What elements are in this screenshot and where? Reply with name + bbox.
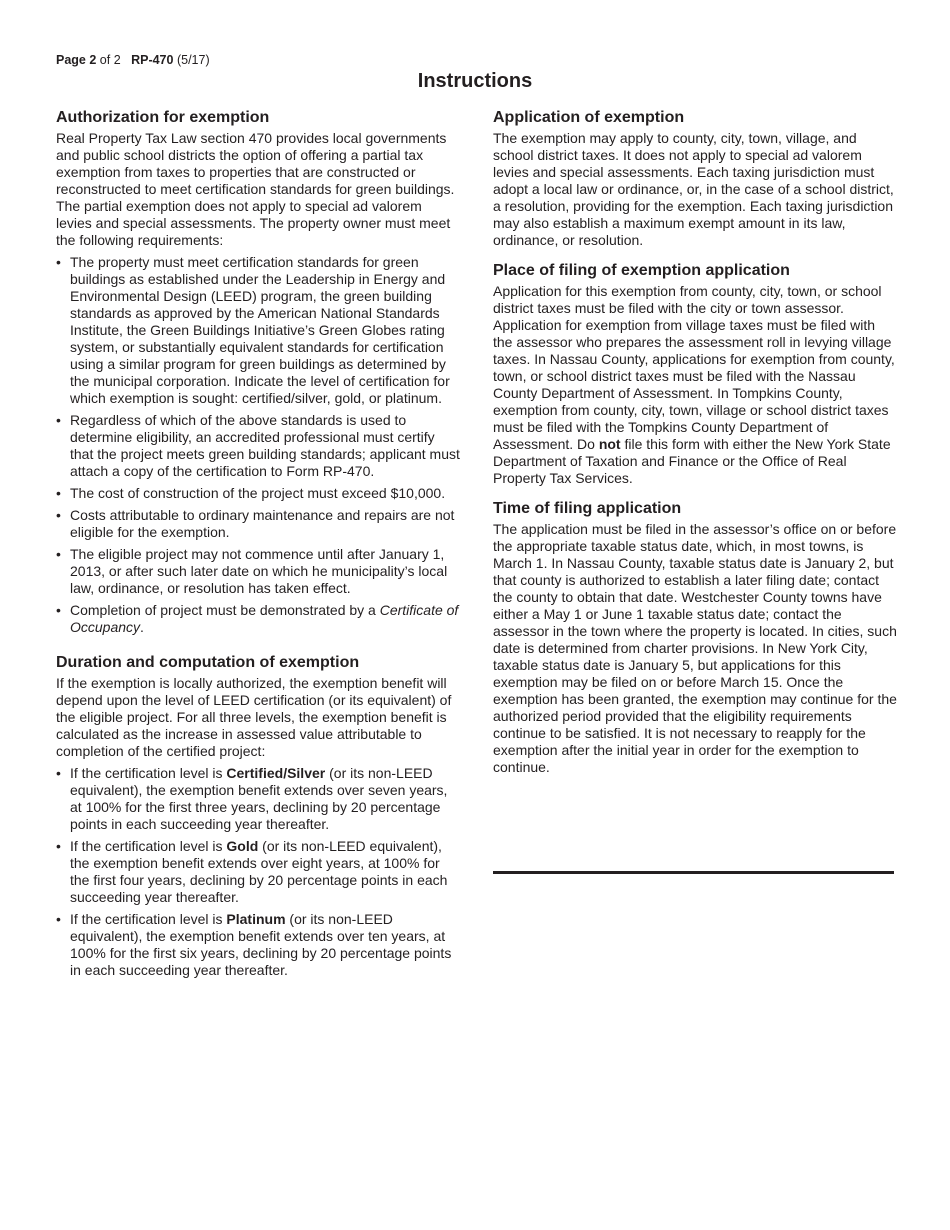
place-of-filing-heading: Place of filing of exemption application [493,262,790,279]
list-item: • If the certification level is Platinum (or its non-LEED equivalent), the exemption benefit extends over ten years, at 100% for the first six years, declining by 20 percentage points in each succeeding year thereafter. [56,911,452,978]
time-of-filing-section [493,499,898,776]
right-column [493,108,898,776]
time-of-filing-heading: Time of filing application [493,500,682,517]
time-of-filing-body: The application must be filed in the assessor’s office on or before the appropriate taxable status date, which, in most towns, is March 1. In Nassau County, taxable status date is January 2, but that county is authorized to establish a later filing date; contact the county to obtain that date. Westchester County towns have either a May 1 or June 1 taxable status date; contact the assessor in the town where the property is located. In cities, such date is determined from charter provisions. In New York City, taxable status date is January 5, but applications for this exemption may be filed on or before March 15. Once the exemption has been granted, the exemption may continue for the authorized period provided that the eligibility requirements continue to be satisfied. It is not necessary to reapply for the exemption after the initial year in order for the exemption to continue. [493,521,897,775]
list-item: • If the certification level is Certified/Silver (or its non-LEED equivalent), the exemption benefit extends over seven years, at 100% for the first three years, declining by 20 percentage points in each succeeding year thereafter. [56,765,448,832]
list-item: • The eligible project may not commence until after January 1, 2013, or after such later date on which he municipality’s local law, ordinance, or resolution has taken effect. [56,546,448,596]
place-of-filing-section [493,261,898,487]
list-item: • Costs attributable to ordinary maintenance and repairs are not eligible for the exemption. [56,507,455,540]
bullet-icon: • [56,911,61,927]
bullet-icon: • [56,546,61,562]
authorization-intro: Real Property Tax Law section 470 provides local governments and public school districts the option of offering a partial tax exemption from taxes to properties that are constructed or reconstructed to meet certification standards for green buildings. The partial exemption does not apply to special ad valorem levies and special assessments. The property owner must meet the following requirements: [56,130,455,248]
authorization-section [56,108,461,636]
bullet-icon: • [56,602,61,618]
bullet-icon: • [56,838,61,854]
application-body: The exemption may apply to county, city, town, village, and school district taxes. It does not apply to special ad valorem levies and special assessments. Each taxing jurisdiction must adopt a local law or ordinance, or, in the case of a school district, a resolution, providing for the exemption. Each taxing jurisdiction may also establish a maximum exempt amount in its law, ordinance, or resolution. [493,130,894,248]
bullet-icon: • [56,412,61,428]
list-item: • If the certification level is Gold (or its non-LEED equivalent), the exemption benefit extends over eight years, at 100% for the first four years, declining by 20 percentage points in each succeeding year thereafter. [56,838,448,905]
application-section [493,108,898,249]
form-id: RP-470 [131,53,174,67]
requirements-list [56,254,461,636]
bullet-icon: • [56,254,61,270]
page-total: of 2 [99,53,121,67]
place-of-filing-body: Application for this exemption from county, city, town, or school district taxes must be filed with the city or town assessor. Application for exemption from village taxes must be filed with the assessor who prepares the assessment roll in levying village taxes. In Nassau County, applications for exemption from county, town, or school district taxes must be filed with the Nassau County Department of Assessment. In Tompkins County, exemption from county, city, town, village or school district taxes must be filed with the Tompkins County Department of Assessment. Do not file this form with either the New York State Department of Taxation and Finance or the Office of Real Property Tax Services. [493,283,895,486]
page-header [56,53,210,67]
page-number: Page 2 [56,53,97,67]
list-item: • The property must meet certification standards for green buildings as established under the Leadership in Energy and Environmental Design (LEED) program, the green building standards as approved by the American National Standards Institute, the Green Buildings Initiative’s Green Globes rating system, or substantially equivalent standards for certification using a similar program for green buildings as determined by the municipal corporation. Indicate the level of certification for which exemption is sought: certified/silver, gold, or platinum. [56,254,450,406]
certification-levels-list [56,765,461,979]
duration-heading: Duration and computation of exemption [56,654,360,671]
level-name: Certified/Silver [226,765,326,781]
level-name: Platinum [226,911,286,927]
section-divider [493,871,894,874]
authorization-heading: Authorization for exemption [56,109,270,126]
bullet-icon: • [56,765,61,781]
list-item: • The cost of construction of the project must exceed $10,000. [56,485,446,501]
list-item: • Completion of project must be demonstrated by a Certificate of Occupancy. [56,602,459,635]
list-item: • Regardless of which of the above standards is used to determine eligibility, an accredited professional must certify that the project meets green building standards; applicant must attach a copy of the certification to Form RP-470. [56,412,460,479]
level-name: Gold [226,838,259,854]
bullet-icon: • [56,485,61,501]
certificate-term: Certificate of Occupancy [70,602,459,635]
emphasis-not: not [598,436,621,452]
duration-section [56,653,461,979]
application-heading: Application of exemption [493,109,685,126]
form-date: (5/17) [176,53,210,67]
page-title: Instructions [417,70,533,92]
duration-intro: If the exemption is locally authorized, the exemption benefit will depend upon the level of LEED certification (or its equivalent) of the eligible project. For all three levels, the exemption benefit is calculated as the increase in assessed value attributable to completion of the certified project: [56,675,452,759]
bullet-icon: • [56,507,61,523]
left-column [56,108,461,984]
